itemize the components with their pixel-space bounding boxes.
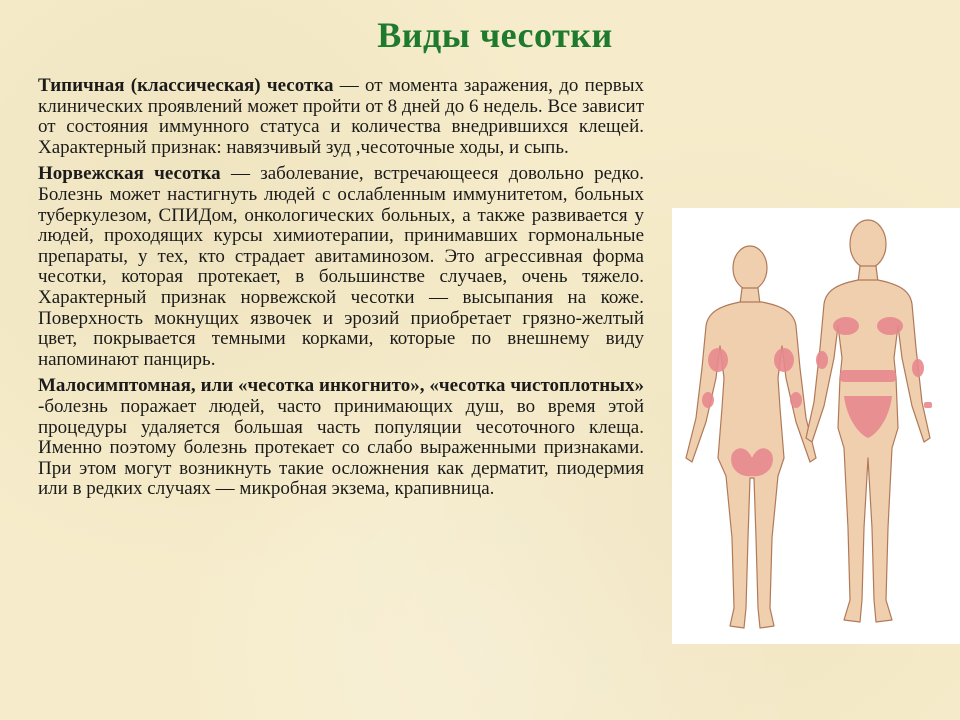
body-rash-illustration bbox=[672, 208, 960, 644]
slide-content bbox=[38, 76, 644, 506]
body-rash-svg bbox=[672, 208, 960, 644]
term-typical-scabies: Типичная (классическая) чесотка bbox=[38, 75, 334, 96]
rash-back-right-wrist bbox=[790, 392, 802, 408]
rash-back-right-elbow bbox=[774, 348, 794, 372]
rash-front-wrist bbox=[924, 402, 932, 408]
text-norwegian-scabies: — заболевание, встречающееся довольно редко. Болезнь может настигнуть людей с ослабленным иммунитетом, больных туберкулезом, СПИДом, онкологических больных, а также развивается у людей, проходящих курсы химиотерапии, принимавших гормональные препараты, у тех, кто страдает авитаминозом. Это агрессивная форма чесотки, которая протекает, в большинстве случаев, очень тяжело. Характерный признак норвежской чесотки — высыпания на коже. Поверхность мокнущих язвочек и эрозий приобретает грязно-желтый цвет, покрывается темными корками, которые по внешнему виду напоминают панцирь. bbox=[38, 163, 644, 370]
rash-front-right-elbow bbox=[912, 359, 924, 377]
rash-back-left-wrist bbox=[702, 392, 714, 408]
rash-front-left-armpit bbox=[833, 317, 859, 335]
term-incognito-scabies: Малосимптомная, или «чесотка инкогнито», «чесотка чистоплотных» bbox=[38, 375, 644, 397]
rash-front-left-elbow bbox=[816, 351, 828, 369]
back-view-figure bbox=[686, 246, 816, 628]
rash-front-right-armpit bbox=[877, 317, 903, 335]
rash-front-waist bbox=[840, 370, 896, 382]
text-incognito-scabies: -болезнь поражает людей, часто принимающих душ, во время этой процедуры удаляется большая часть популяции чесоточного клеща. Именно поэтому болезнь протекает со слабо выраженными признаками. При этом могут возникнуть такие осложнения как дерматит, пиодермия или в редких случаях — микробная экзема, крапивница. bbox=[38, 395, 644, 500]
term-norwegian-scabies: Норвежская чесотка bbox=[38, 163, 221, 185]
paragraph-typical-scabies bbox=[38, 76, 644, 158]
slide-title: Виды чесотки bbox=[377, 15, 613, 55]
text-typical-scabies: — от момента заражения, до первых клинических проявлений может пройти от 8 дней до 6 недель. Все зависит от состояния иммунного статуса и количества внедрившихся клещей. Характерный признак: навязчивый зуд ,чесоточные ходы, и сыпь. bbox=[38, 75, 644, 158]
paragraph-norwegian-scabies bbox=[38, 164, 644, 370]
rash-back-left-elbow bbox=[708, 348, 728, 372]
paragraph-incognito-scabies bbox=[38, 376, 644, 500]
